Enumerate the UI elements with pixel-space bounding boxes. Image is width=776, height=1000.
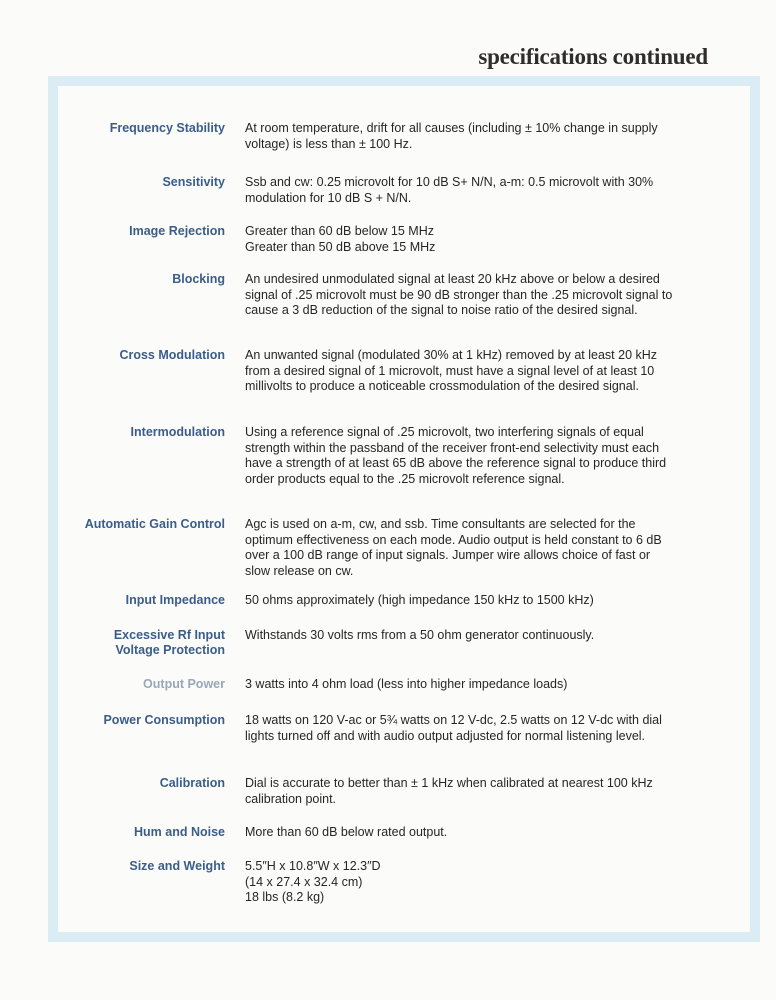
spec-value: 18 watts on 120 V-ac or 5¾ watts on 12 V-dc, 2.5 watts on 12 V-dc with dial lights turned off and with audio output adjusted for normal listening level. bbox=[245, 713, 662, 743]
spec-value: Ssb and cw: 0.25 microvolt for 10 dB S+ N/N, a-m: 0.5 microvolt with 30% modulation for 10 dB S + N/N. bbox=[245, 175, 654, 205]
page-title: specifications continued bbox=[478, 44, 708, 69]
spec-label: Frequency Stability bbox=[109, 121, 225, 135]
spec-label: Image Rejection bbox=[129, 224, 225, 238]
spec-label: Blocking bbox=[172, 272, 225, 286]
spec-value: 50 ohms approximately (high impedance 150 kHz to 1500 kHz) bbox=[245, 593, 594, 607]
spec-value: 5.5″H x 10.8″W x 12.3″D (14 x 27.4 x 32.4 cm) 18 lbs (8.2 kg) bbox=[245, 859, 381, 904]
spec-value: 3 watts into 4 ohm load (less into higher impedance loads) bbox=[245, 677, 568, 691]
spec-value: Dial is accurate to better than ± 1 kHz when calibrated at nearest 100 kHz calibration point. bbox=[245, 776, 653, 806]
spec-value: Agc is used on a-m, cw, and ssb. Time consultants are selected for the optimum effectiveness on each mode. Audio output is held constant to 6 dB over a 100 dB range of input signals. Jumper wire allows choice of fast or slow release on cw. bbox=[245, 517, 662, 578]
spec-value: An unwanted signal (modulated 30% at 1 kHz) removed by at least 20 kHz from a desired signal of 1 microvolt, must have a signal level of at least 10 millivolts to produce a noticeable crossmodulation of the desired signal. bbox=[245, 348, 658, 393]
spec-label: Excessive Rf Input Voltage Protection bbox=[113, 628, 225, 657]
spec-label: Intermodulation bbox=[130, 425, 225, 439]
spec-label: Size and Weight bbox=[129, 859, 225, 873]
spec-value: Withstands 30 volts rms from a 50 ohm generator continuously. bbox=[245, 628, 595, 642]
spec-label: Input Impedance bbox=[125, 593, 225, 607]
spec-label: Hum and Noise bbox=[134, 825, 225, 839]
spec-value: At room temperature, drift for all causes (including ± 10% change in supply voltage) is less than ± 100 Hz. bbox=[245, 121, 658, 151]
spec-label: Automatic Gain Control bbox=[84, 517, 225, 531]
spec-value: Using a reference signal of .25 microvolt, two interfering signals of equal strength within the passband of the receiver front-end selectivity must each have a strength of at least 65 dB above the reference signal to produce third order products equal to the .25 microvolt reference signal. bbox=[245, 425, 667, 486]
spec-label: Output Power bbox=[143, 677, 225, 691]
spec-label: Calibration bbox=[159, 776, 225, 790]
spec-label: Power Consumption bbox=[103, 713, 225, 727]
spec-value: More than 60 dB below rated output. bbox=[245, 825, 448, 839]
spec-label: Cross Modulation bbox=[119, 348, 225, 362]
spec-value: Greater than 60 dB below 15 MHz Greater than 50 dB above 15 MHz bbox=[245, 224, 436, 254]
spec-value: An undesired unmodulated signal at least 20 kHz above or below a desired signal of .25 microvolt must be 90 dB stronger than the .25 microvolt signal to cause a 3 dB reduction of the signal to noise ratio of the desired signal. bbox=[245, 272, 673, 317]
spec-label: Sensitivity bbox=[162, 175, 225, 189]
